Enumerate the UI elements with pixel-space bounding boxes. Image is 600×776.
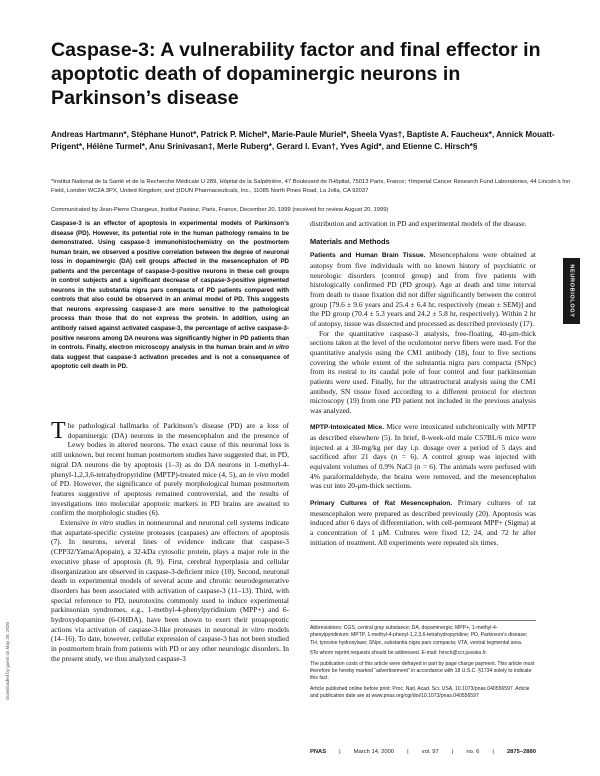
article-title: Caspase-3: A vulnerability factor and final effector in apoptotic death of dopaminergic neurons in Parkinson’s disease: [51, 39, 541, 109]
abstract-italic: in vitro: [268, 344, 289, 352]
quant-paragraph: For the quantitative caspase-3 analysis, free-floating, 40-μm-thick sections taken at the level of the oculomotor nerve fibers were used. For the quantitative analysis using the CM1 antibody (18), four to five sections covering the whole extent of the substantia nigra pars compacta (SNpc) from its rostral to its caudal pole of four control and four parkinsonian patients were used. Finally, for the ultrastructural analysis using the CM1 antibody, SN tissue fixed according to a different protocol for electron microscopy (19) from one PD patient not included in the previous analysis was analyzed.: [310, 328, 536, 415]
culture-text: Primary cultures of rat mesencephalon were prepared as described previously (20). Apoptosis was induced after 6 days of differentiation, with cell-permeant MPP+ (Sigma) at a concentration of 1 μM. Cultures were fixed 12, 24, and 72 hr after initiation of treatment. All experiments were repeated six times.: [310, 498, 536, 547]
patients-paragraph: [310, 250, 536, 328]
patients-heading: Patients and Human Brain Tissue.: [310, 252, 426, 260]
abstract: [51, 219, 289, 372]
affiliations: *Institut National de la Santé et de la Recherche Médicale U 289, Hôpital de la Salpêtrière, 47 Boulevard de l’Hôpital, 75013 Paris, France; †Imperial Cancer Research Fund Laboratories, 44 Lincoln’s Inn Field, London WC2A 3PX, United Kingdom; and ‡IDUN Pharmaceuticals, Inc., 11085 North Pines Road, La Jolla, CA 92037: [51, 179, 571, 194]
footer-volume: vol. 97: [421, 749, 439, 755]
intro-paragraph-2: [51, 518, 289, 664]
mptp-heading: MPTP-Intoxicated Mice.: [310, 424, 385, 432]
intro-text: studies in nonneuronal and neuronal cell systems indicate that aspartate-specific cysteine proteases (caspases) are effectors of apoptosis (7). In neurons, several lines of evidence indicate that caspase-3 (CPP32/Yama/Apopain), a 32-kDa cytosolic protein, plays a major role in the executive phase of apoptosis (8, 9). First, cerebral hyperplasia and cellular disorganization are observed in caspase-3-deficient mice (10). Second, neuronal death in experimental models of several acute and chronic neurodegenerative disorders has been associated with activation of caspase-3 (11–13). Third, with special reference to PD, neurotoxins commonly used to induce experimental parkinsonian syndromes, e.g., 1-methyl-4-phenylpyridinium (MPP+) and 6-hydroxydopamine (6-OHDA), have been shown to exert their proapoptotic actions via activation of caspase-3-like proteases in neuronal: [51, 518, 290, 634]
footer-sep: |: [451, 749, 454, 755]
footer-journal: PNAS: [310, 749, 327, 755]
footnote-published: Article published online before print: Proc. Natl. Acad. Sci. USA, 10.1073/pnas.040556597. Article and publication date are at www.pnas.org/cgi/doi/10.1073/pnas.040556597: [310, 685, 530, 700]
footer-sep: |: [492, 749, 494, 755]
footer-date: March 14, 2000: [353, 749, 395, 755]
intro-continued: distribution and activation in PD and experimental models of the disease.: [310, 219, 527, 228]
footnote-charges: The publication costs of this article were defrayed in part by page charge payment. This article must therefore be hereby marked “advertisement” in accordance with 18 U.S.C. §1734 solely to indicate this fact.: [310, 660, 535, 682]
download-note: Downloaded by guest on May 28, 2020: [5, 621, 10, 700]
footer-issue: no. 6: [466, 749, 480, 755]
footnote-reprint: §To whom reprint requests should be addressed. E-mail: hirsch@ccr.jussieu.fr.: [310, 650, 488, 657]
abstract-text-2: data suggest that caspase-3 activation precedes and is not a consequence of apoptotic cell death in PD.: [51, 353, 289, 371]
culture-heading: Primary Cultures of Rat Mesencephalon.: [310, 500, 453, 508]
intro-text: model of PD. However, the significance of purely morphological human postmortem features suggestive of apoptosis remained controversial, and the results of investigations into molecular apoptotic markers in PD brains are awaited to confirm the morphologic studies (6).: [51, 469, 289, 518]
methods-heading: Materials and Methods: [310, 236, 390, 246]
communicated-by: Communicated by Jean-Pierre Changeux, Institut Pasteur, Paris, France, December 20, 1999 (received for review August 20, 1999): [51, 207, 389, 213]
intro-italic: in vivo: [248, 469, 269, 479]
footnote-divider: [310, 620, 536, 621]
intro-text: Extensive: [60, 518, 92, 528]
abstract-text-1: Caspase-3 is an effector of apoptosis in experimental models of Parkinson’s disease (PD). However, its potential role in the human pathology remains to be demonstrated. Using caspase-3 immunohistochemistry on the postmortem human brain, we observed a positive correlation between the degree of neuronal loss in dopaminergic (DA) cell groups affected in the mesencephalon of PD patients and the percentage of caspase-3-positive neurons in these cell groups in control subjects and a significant decrease of caspase-3-positive pigmented neurons in the substantia nigra pars compacta of PD patients compared with controls that also could be observed in an animal model of PD. This suggests that neurons expressing caspase-3 are more sensitive to the pathological process than those that do not express the protein. In addition, using an antibody raised against activated caspase-3, the percentage of active caspase-3-positive neurons among DA neurons was significantly higher in PD patients than in controls. Finally, electron microscopy analysis in the human brain and: [51, 220, 289, 352]
culture-paragraph: [310, 498, 536, 547]
page-footer: [310, 749, 536, 755]
section-tab: [563, 258, 580, 324]
intro-text: he pathological hallmarks of Parkinson’s disease (PD) are a loss of dopaminergic (DA) neurons in the mesencephalon and the presence of Lewy bodies in altered neurons. The exact cause of this neuronal loss is still unknown, but recent human postmortem studies have suggested that, in PD, nigral DA neurons die by apoptosis (1–3) as do DA neurons in 1-methyl-4-phenyl-1,2,3,6-tetrahydropyridine (MPTP)-treated mice (4, 5), an: [51, 421, 289, 479]
section-tab-label: NEUROBIOLOGY: [568, 264, 575, 318]
footnote-abbreviations: Abbreviations: CGS, central gray substance; DA, dopaminergic; MPP+, 1-methyl-4-phenylpyridinium; MPTP, 1-methyl-4-phenyl-1,2,3,6-tetrahydropyridine; PD, Parkinson’s disease; TH, tyrosine hydroxylase; SNpc, substantia nigra pars compacta; VTA, ventral tegmental area.: [310, 625, 528, 646]
mptp-paragraph: [310, 422, 536, 491]
intro-paragraph-1: [51, 418, 289, 518]
patients-text: Mesencephalons were obtained at autopsy from five individuals with no known history of psychiatric or neurologic disorders (control group) and from five patients with histologically confirmed PD (PD group). Age at death and time interval from death to tissue fixation did not differ significantly between the control group [79.6 ± 9.6 years and 25.4 ± 6.4 hr, respectively (mean ± SEM)] and the PD group (70.4 ± 5.3 years and 24.2 ± 5.8 hr, respectively). Within 2 hr of autopsy, tissue was dissected and processed as described previously (17).: [310, 250, 536, 328]
mptp-text: Mice were intoxicated subchronically with MPTP as described elsewhere (5). In brief, 8-week-old male C57BL/6 mice were injected at a 30-mg/kg per day i.p. dosage over a period of 5 days and sacrificed after 21 days (n = 6). A control group was injected with equivalent volumes of 0.9% NaCl (n = 6). The animals were perfused with 4% paraformaldehyde, the brains were removed, and the mesencephalon was cut into 20-μm-thick sections.: [310, 422, 536, 491]
footer-sep: |: [339, 749, 341, 755]
methods-column: [310, 219, 536, 547]
intro-text: models (14–16). To date, however, cellular expression of caspase-3 has not been studied in postmortem brain from patients with PD or any other neurologic disorders. In the present study, we thus analyzed caspase-3: [51, 624, 289, 663]
drop-cap: T: [51, 418, 66, 444]
author-list: Andreas Hartmann*, Stéphane Hunot*, Patrick P. Michel*, Marie-Paule Muriel*, Sheela Vyas†, Baptiste A. Faucheux*, Annick Mouatt-Prigent*, Hélène Turmel*, Anu Srinivasan‡, Merle Ruberg*, Gerard I. Evan†, Yves Agid*, and Etienne C. Hirsch*§: [51, 130, 555, 151]
footer-pages: 2875–2880: [506, 749, 536, 755]
intro-column: [51, 418, 290, 664]
intro-italic: in vitro: [91, 518, 114, 528]
footer-sep: |: [407, 749, 409, 755]
intro-italic: in vitro: [242, 624, 265, 634]
footnotes: [310, 625, 536, 704]
